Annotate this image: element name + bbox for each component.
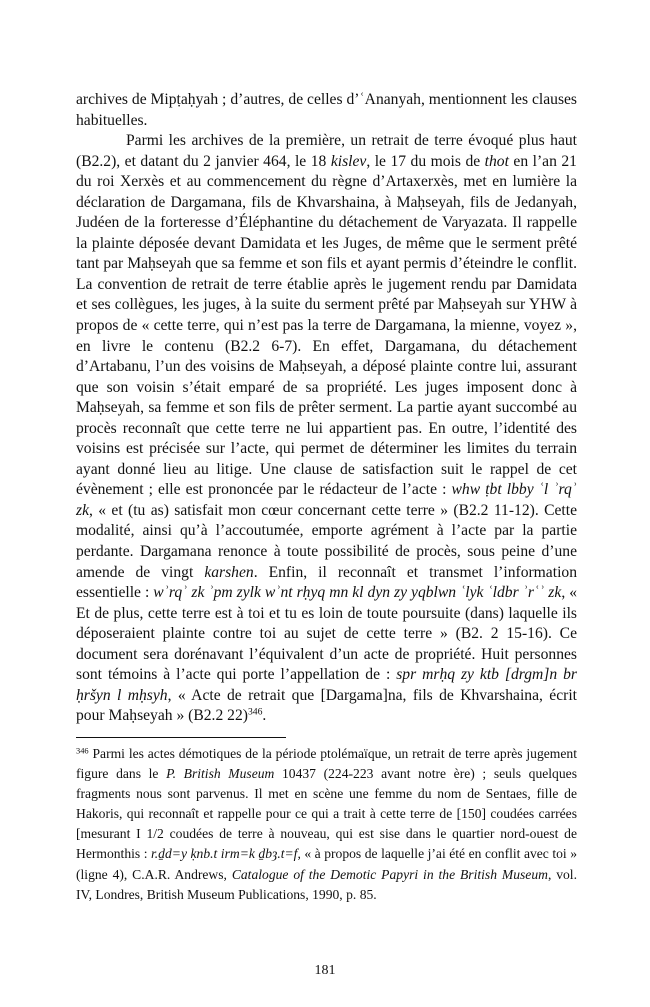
italic-run: wʾrqʾ zk ʾpm zylk wʾnt rḥyq mn kl dyn zy yqblwn ʿlyk ʿldbr ʾrʿʾ zk: [153, 584, 562, 602]
footnote-separator: [76, 737, 286, 738]
text-run: , « Acte de retrait que [Dargama]na, fils de Khvarshaina, écrit pour Maḥseyah » (B2.2 22): [76, 686, 577, 725]
italic-run: thot: [484, 152, 509, 170]
text-run: en l’an 21 du roi Xerxès et au commencement du règne d’Artaxerxès, met en lumière la déclaration de Dargamana, fils de Khvarshaina, à Maḥseyah, fils de Jedanyah, Judéen de la forteresse d’Éléphantine du détachement de Varyazata. Il rappelle la plainte déposée devant Damidata et les Juges, de même que le serment prêté tant par Maḥseyah que sa femme et son fils et ayant permis d’éteindre le conflit. La convention de retrait de terre établie après le jugement rendu par Damidata et ses collègues, les juges, à la suite du serment prêté par Maḥseyah sur YHW à propos de « cette terre, qui n’est pas la terre de Dargamana, la mienne, voyez », en livre le contenu (B2.2 6-7). En effet, Dargamana, du détachement d’Artabanu, l’un des voisins de Maḥseyah, a déposé plainte contre lui, assurant que son voisin s’était emparé de sa propriété. Les juges imposent donc à Maḥseyah, sa femme et son fils de prêter serment. La partie ayant succombé au procès reconnaît que cette terre ne lui appartient pas. En outre, l’identité des voisins est précisée sur l’acte, qui permet de déterminer les limites du terrain ayant donné lieu au litige. Une clause de satisfaction suit le rappel de cet évènement ; elle est prononcée par le rédacteur de l’acte :: [76, 152, 577, 499]
text-run: Parmi les actes démotiques de la période ptolémaïque, un retrait de terre après jugement figure dans le: [76, 746, 577, 782]
text-run: archives de Mipṭaḥyah ; d’autres, de celles d’ʿAnanyah, mentionnent les clauses habituelles.: [76, 91, 577, 129]
text-run: , « à propos de laquelle j’ai été en conflit avec toi » (ligne 4), C.A.R. Andrews,: [76, 846, 578, 882]
text-run: , « Et de plus, cette terre est à toi et tu es loin de toute poursuite (dans) laquelle ils déposeraient plainte contre toi au sujet de cette terre » (B2. 2 15-16). Ce document sera dorénavant l’équivalent d’un acte de propriété. Huit personnes sont témoins à l’acte qui porte l’appellation de :: [76, 584, 578, 684]
text-run: , le 17 du mois de: [366, 152, 485, 170]
italic-run: spr mrḥq zy ktb [drgm]n br ḥršyn l mḥsyh: [76, 666, 577, 704]
italic-run: kislev: [330, 152, 367, 170]
page-number: 181: [314, 963, 336, 978]
text-run: Parmi les archives de la première, un retrait de terre évoqué plus haut (B2.2), et datant du 2 janvier 464, le 18: [76, 132, 577, 170]
footnote-text: [76, 744, 577, 905]
footnote-ref: 346: [76, 745, 89, 756]
italic-run: r.ḏd=y ḳnb.t irm=k ḏbȝ.t=f: [151, 846, 298, 862]
italic-run: P. British Museum: [166, 766, 275, 782]
footnote-ref: 346: [247, 707, 263, 719]
text-run: . Enfin, il reconnaît et transmet l’information essentielle :: [76, 563, 577, 602]
text-run: , vol. IV, Londres, British Museum Publications, 1990, p. 85.: [76, 866, 577, 902]
text-run: 10437 (224-223 avant notre ère) ; seuls quelques fragments nous sont parvenus. Il met en scène une femme du nom de Sentaes, fille de Hakoris, qui reconnaît et rappelle pour ce qui a trait à cette terre de [150] coudées carrées [mesurant I 1/2 coudées de terre à nouveau, qui est sise dans le quartier nord-ouest de Hermonthis :: [76, 766, 577, 862]
italic-run: whw ṭbt lbby ʿl ʾrqʾ zk: [76, 481, 577, 519]
italic-run: Catalogue of the Demotic Papyri in the British Museum: [231, 866, 548, 882]
paragraph-2: [76, 131, 577, 727]
paragraph-1: [76, 90, 577, 131]
footnote-346: [76, 744, 577, 905]
page-body: [76, 90, 577, 727]
text-run: , « et (tu as) satisfait mon cœur concernant cette terre » (B2.2 11-12). Cette modalité, ainsi qu’à l’accoutumée, emporte agrément à l’acte par la partie perdante. Dargamana renonce à toute possibilité de procès, sous peine d’une amende de vingt: [76, 501, 577, 581]
italic-run: karshen: [204, 563, 254, 581]
main-text: [76, 90, 577, 727]
text-run: .: [262, 707, 267, 725]
